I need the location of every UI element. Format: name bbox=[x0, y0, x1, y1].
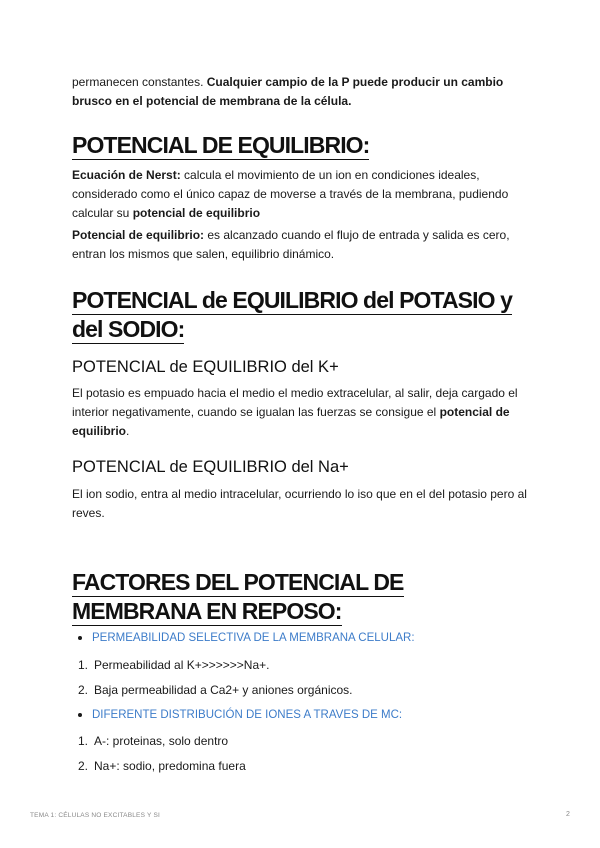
nerst-label: Ecuación de Nerst: bbox=[72, 168, 181, 182]
footer-title: TEMA 1: CÉLULAS NO EXCITABLES Y SI bbox=[30, 812, 160, 819]
equilibrio-paragraph: Potencial de equilibrio: es alcanzado cuando el flujo de entrada y salida es cero, entran los mismos que salen, equilibrio dinámico. bbox=[72, 228, 510, 261]
page-number: 2 bbox=[566, 811, 570, 818]
list-item: 2. Baja permeabilidad a Ca2+ y aniones orgánicos. bbox=[78, 683, 353, 697]
equilibrio-label: Potencial de equilibrio: bbox=[72, 228, 205, 242]
k-paragraph: El potasio es empuado hacia el medio el medio extracelular, al salir, deja cargado el interior negativamente, cuando se igualan las fuerzas se consigue el potencial de equilibrio. bbox=[72, 386, 518, 438]
bullet-dot-icon bbox=[78, 713, 82, 717]
bullet-distribucion: DIFERENTE DISTRIBUCIÓN DE IONES A TRAVES DE MC: bbox=[72, 707, 402, 723]
section-title-potasio-sodio: POTENCIAL de EQUILIBRIO del POTASIO y del SODIO: bbox=[72, 287, 512, 342]
section-title-factores: FACTORES DEL POTENCIAL DE MEMBRANA EN REPOSO: bbox=[72, 569, 404, 624]
section-title-equilibrio: POTENCIAL DE EQUILIBRIO: bbox=[72, 132, 370, 158]
bullet-permeabilidad: PERMEABILIDAD SELECTIVA DE LA MEMBRANA CELULAR: bbox=[72, 630, 415, 646]
na-paragraph: El ion sodio, entra al medio intracelular, ocurriendo lo iso que en el del potasio pero al reves. bbox=[72, 487, 527, 520]
list-item: 1. Permeabilidad al K+>>>>>>Na+. bbox=[78, 658, 270, 672]
list-item: 1. A-: proteinas, solo dentro bbox=[78, 734, 229, 748]
nerst-paragraph: Ecuación de Nerst: calcula el movimiento de un ion en condiciones ideales, considerado como el único capaz de moverse a través de la membrana, pudiendo calcular su potencial de equilibrio bbox=[72, 168, 509, 220]
subsection-title-na: POTENCIAL de EQUILIBRIO del Na+ bbox=[72, 458, 349, 476]
bullet-dot-icon bbox=[78, 636, 82, 640]
intro-paragraph bbox=[72, 73, 530, 111]
intro-text: permanecen constantes. bbox=[72, 75, 207, 89]
intro-bold-text: Cualquier campio de la P puede producir un cambio brusco en el potencial de membrana de la célula. bbox=[72, 75, 504, 108]
list-item: 2. Na+: sodio, predomina fuera bbox=[78, 759, 246, 773]
subsection-title-k: POTENCIAL de EQUILIBRIO del K+ bbox=[72, 358, 339, 376]
